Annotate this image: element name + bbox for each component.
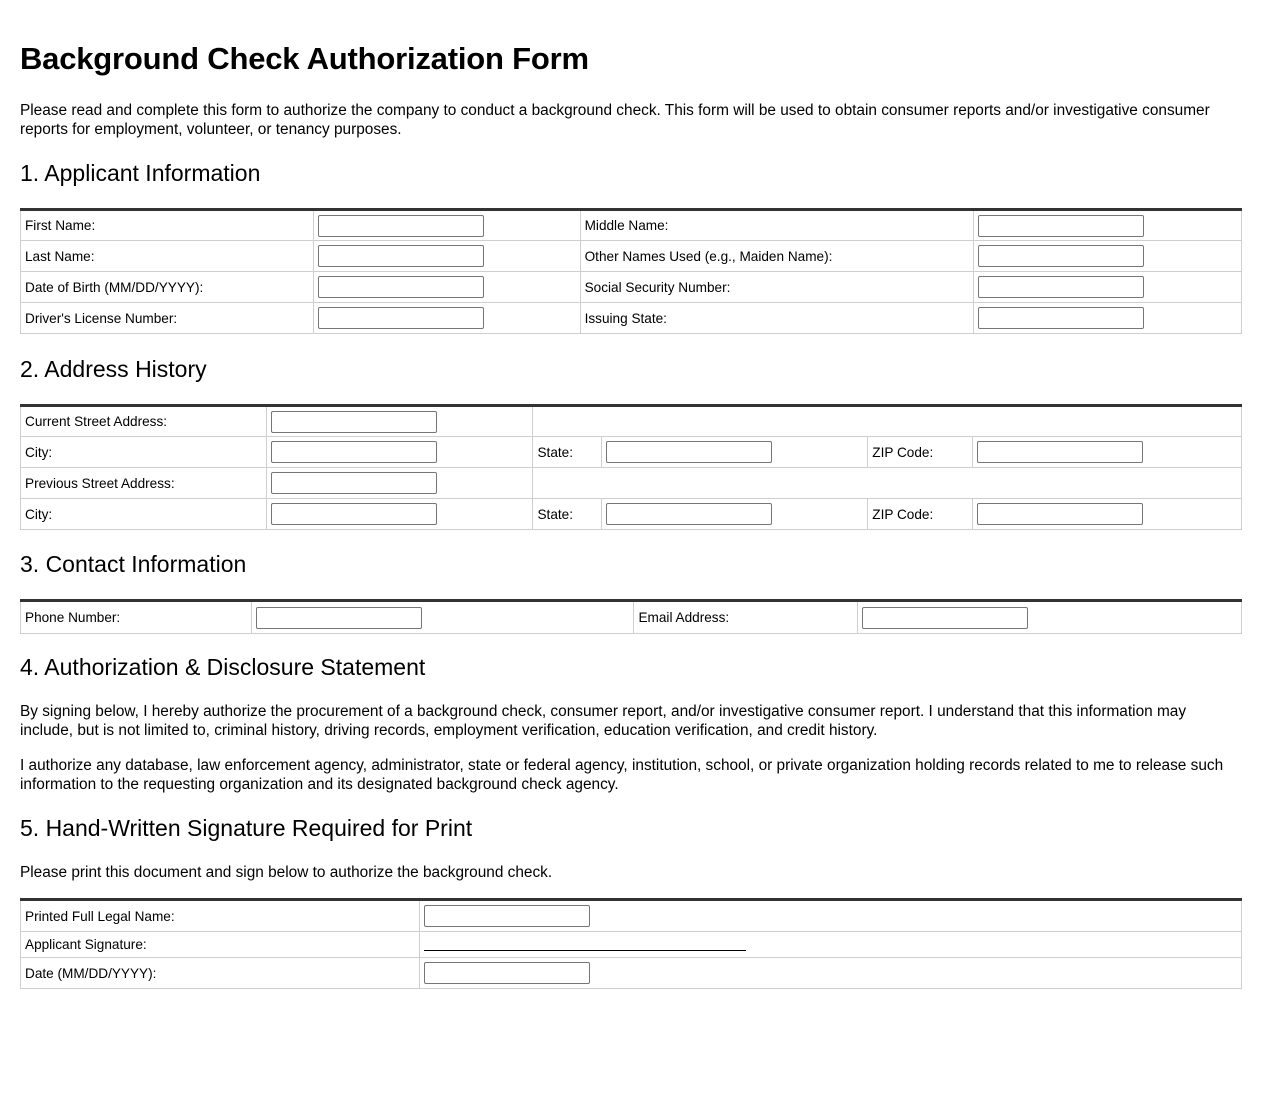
table-row [21,437,1242,468]
first-name-input[interactable] [318,215,484,237]
previous-city-input[interactable] [271,503,437,525]
previous-state-input[interactable] [606,503,772,525]
current-city-label: City: [21,437,267,468]
address-history-table [20,404,1242,530]
page-title: Background Check Authorization Form [20,41,589,76]
table-row [21,303,1242,334]
signature-line [424,938,746,951]
phone-label: Phone Number: [21,601,252,634]
first-name-label: First Name: [21,210,314,241]
current-state-input[interactable] [606,441,772,463]
authorization-paragraph-2: I authorize any database, law enforcement agency, administrator, state or federal agency, institution, school, or private organization holding records related to me to release such information to the requesting organization and its designated background check agency. [20,757,1224,793]
section-heading-address: 2. Address History [20,356,207,382]
previous-zip-label: ZIP Code: [868,499,973,530]
table-row [21,272,1242,303]
current-state-label: State: [533,437,602,468]
authorization-paragraph-1: By signing below, I hereby authorize the procurement of a background check, consumer report, and/or investigative consumer report. I understand that this information may include, but is not limited to, criminal history, driving records, employment verification, education verification, and credit history. [20,703,1187,739]
middle-name-label: Middle Name: [580,210,974,241]
contact-info-table [20,599,1242,634]
table-row [21,210,1242,241]
dob-input[interactable] [318,276,484,298]
section-heading-contact: 3. Contact Information [20,551,247,577]
previous-street-label: Previous Street Address: [21,468,267,499]
section-heading-authorization: 4. Authorization & Disclosure Statement [20,654,426,680]
date-input[interactable] [424,962,590,984]
table-row [21,406,1242,437]
previous-state-label: State: [533,499,602,530]
date-label: Date (MM/DD/YYYY): [21,958,420,989]
current-street-label: Current Street Address: [21,406,267,437]
other-names-input[interactable] [978,245,1144,267]
table-row [21,932,1242,958]
ssn-input[interactable] [978,276,1144,298]
license-input[interactable] [318,307,484,329]
middle-name-input[interactable] [978,215,1144,237]
table-row [21,601,1242,634]
signature-instruction: Please print this document and sign below to authorize the background check. [20,864,553,881]
issuing-state-label: Issuing State: [580,303,974,334]
last-name-label: Last Name: [21,241,314,272]
applicant-info-table [20,208,1242,334]
current-zip-input[interactable] [977,441,1143,463]
current-street-input[interactable] [271,411,437,433]
last-name-input[interactable] [318,245,484,267]
section-heading-applicant: 1. Applicant Information [20,160,261,186]
email-input[interactable] [862,607,1028,629]
table-row [21,468,1242,499]
other-names-label: Other Names Used (e.g., Maiden Name): [580,241,974,272]
license-label: Driver's License Number: [21,303,314,334]
previous-zip-input[interactable] [977,503,1143,525]
dob-label: Date of Birth (MM/DD/YYYY): [21,272,314,303]
section-heading-signature: 5. Hand-Written Signature Required for Print [20,815,473,841]
table-row [21,241,1242,272]
issuing-state-input[interactable] [978,307,1144,329]
table-row [21,958,1242,989]
ssn-label: Social Security Number: [580,272,974,303]
phone-input[interactable] [256,607,422,629]
email-label: Email Address: [634,601,858,634]
signature-table [20,898,1242,989]
previous-city-label: City: [21,499,267,530]
signature-label: Applicant Signature: [21,932,420,958]
intro-text: Please read and complete this form to authorize the company to conduct a background check. This form will be used to obtain consumer reports and/or investigative consumer reports for employment, volunteer, or tenancy purposes. [20,102,1210,138]
current-city-input[interactable] [271,441,437,463]
table-row [21,900,1242,932]
current-zip-label: ZIP Code: [868,437,973,468]
previous-street-input[interactable] [271,472,437,494]
table-row [21,499,1242,530]
printed-name-input[interactable] [424,905,590,927]
printed-name-label: Printed Full Legal Name: [21,900,420,932]
